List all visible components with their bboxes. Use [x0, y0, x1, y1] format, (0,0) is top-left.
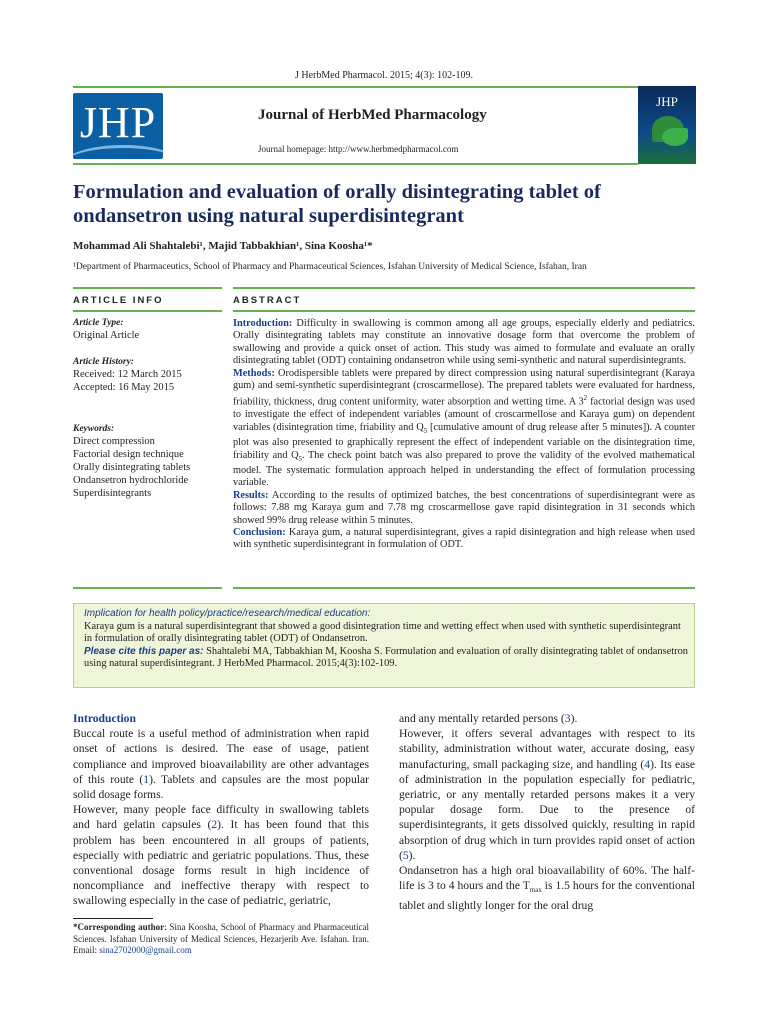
article-type-label: Article Type: [73, 318, 124, 328]
abstract-rule [233, 310, 695, 312]
journal-citation: J HerbMed Pharmacol. 2015; 4(3): 102-109. [294, 70, 474, 81]
abstract-rule [233, 587, 695, 589]
body-column-left [73, 711, 369, 909]
cite-label: Please cite this paper as: [84, 645, 204, 657]
abstract-rule [233, 287, 695, 289]
abstract-results-label: Results: [233, 489, 269, 501]
abstract-intro-label: Introduction: [233, 318, 293, 329]
paragraph-text: Buccal route is a useful method of administration when rapid onset of actions is desired. The ease of usage, patient compliance and improved bioavailability are other advantages of this route ( [73, 727, 369, 786]
reference-link[interactable]: 3 [564, 712, 571, 725]
cover-leaf-icon [662, 128, 688, 146]
email-link[interactable]: sina2702000@gmail.com [99, 945, 192, 956]
reference-link[interactable]: 2 [211, 818, 218, 832]
keyword-item: Orally disintegrating tablets [73, 462, 191, 473]
subscript: 5 [423, 426, 428, 435]
article-info-heading: ARTICLE INFO [73, 295, 164, 306]
header-rule [73, 86, 638, 88]
reference-link[interactable]: 5 [402, 848, 409, 862]
footnote-rule [73, 918, 153, 919]
abstract-intro-text: Difficulty in swallowing is common among all age groups, especially elderly and pediatrics. Orally disintegrating tablets may constitute an innovative dosage form that overcome the problem of swallowing and provide a quick onset of action. This study was aimed to formulate and evaluate an orally disintegrating tablet (ODT) containing ondansetron while using semi-synthetic and natural superdisintegrants. [233, 318, 695, 367]
abstract-methods-text: . The check point batch was also prepared to prove the validity of the evolved mathematical model. The systematic formulation approach helped in understanding the effect of formulation processing variable. [233, 449, 695, 489]
paragraph-text: ). It has been found that this problem has been encountered in all groups of patients, especially with pediatric and geriatric populations. Thus, these conventional dosage forms result in high incidence of noncompliance and ineffective therapy with respect to swallowing especially in the case of pediatric, geriatric, [73, 818, 369, 908]
abstract-heading: ABSTRACT [233, 295, 302, 306]
implication-label: Implication for health policy/practice/research/medical education: [84, 608, 371, 619]
abstract-conclusion-label: Conclusion: [233, 527, 286, 539]
paragraph [399, 726, 695, 863]
footnote [73, 922, 369, 957]
keyword-item: Ondansetron hydrochloride [73, 475, 189, 486]
keyword-item: Factorial design technique [73, 449, 184, 460]
authors: Mohammad Ali Shahtalebi¹, Majid Tabbakhian¹, Sina Koosha¹* [73, 240, 373, 252]
paragraph [73, 726, 369, 802]
article-title: Formulation and evaluation of orally disintegrating tablet of ondansetron using natural superdisintegrant [73, 181, 601, 227]
reference-link[interactable]: 1 [143, 772, 150, 786]
implication-content [84, 608, 688, 671]
paragraph-text: ). Tablets and capsules are the most popular solid dosage forms. [73, 772, 369, 802]
footnote-label: *Corresponding author [73, 922, 165, 932]
subscript: 5 [298, 454, 303, 463]
abstract-methods-text: [cumulative amount of drug release after 5 minutes]). A counter plot was also presented to graphically represent the effect of independent variable on the disintegration time, friability and Q [233, 421, 696, 461]
paragraph [399, 863, 695, 914]
paragraph [73, 802, 369, 908]
journal-homepage-link[interactable]: Journal homepage: http://www.herbmedpharmacol.com [258, 144, 459, 154]
journal-cover-image [638, 86, 696, 164]
paragraph-text: and any mentally retarded persons ( [399, 712, 565, 725]
article-history-label: Article History: [73, 357, 134, 367]
paragraph-text: However, many people face difficulty in swallowing tablets and hard gelatin capsules ( [73, 803, 369, 832]
keyword-item: Superdisintegrants [73, 488, 152, 499]
journal-logo [73, 93, 163, 159]
paragraph [399, 711, 695, 726]
affiliation: ¹Department of Pharmaceutics, School of Pharmacy and Pharmaceutical Sciences, Isfahan University of Medical Science, Isfahan, Iran [73, 262, 587, 272]
paragraph-text: Ondansetron has a high oral bioavailability of 60%. The half-life is 3 to 4 hours and the T [399, 864, 695, 893]
article-info-rule [73, 587, 222, 589]
abstract-results-text: According to the results of optimized batches, the best concentrations of superdisintegrant were as follows: 7.88 mg Karaya gum and 7.78 mg croscarmellose gave rapid disintegration in 31 seconds which showed 99% drug release within 5 minutes. [233, 489, 695, 526]
abstract-conclusion-text: Karaya gum, a natural superdisintegrant, gives a rapid disintegration and high release when used with synthetic superdisintegrant in formulation of ODT. [233, 527, 695, 551]
abstract-body [233, 318, 695, 552]
abstract-methods-label: Methods: [233, 367, 275, 379]
article-info-rule [73, 287, 222, 289]
paragraph-text: is 1.5 hours for the conventional tablet and slightly longer for the oral drug [399, 879, 695, 913]
article-info-rule [73, 310, 222, 312]
reference-link[interactable]: 4 [644, 757, 651, 771]
cite-text: Shahtalebi MA, Tabbakhian M, Koosha S. Formulation and evaluation of orally disintegrating tablet of ondansetron using natural superdisintegrant. J HerbMed Pharmacol. 2015;4(3):102-109. [84, 645, 688, 670]
body-column-right [399, 711, 695, 914]
keywords-label: Keywords: [73, 424, 115, 434]
received-date: Received: 12 March 2015 [73, 369, 182, 380]
implication-text: Karaya gum is a natural superdisintegrant that showed a good disintegration time and wetting effect when used with synthetic superdisintegrant in formulation of orally disintegrating tablet (ODT) of Ondansetron. [84, 620, 681, 645]
abstract-methods-text: Orodispersible tablets were prepared by direct compression using natural superdisintegrant (Karaya gum) and semi-synthetic superdisintegrant (croscarmellose). The prepared tablets were evaluated for hardness, friability, thickness, drug content uniformity, water absorption and wetting time. A 3 [233, 367, 695, 408]
superscript: 2 [583, 394, 588, 403]
accepted-date: Accepted: 16 May 2015 [73, 382, 175, 393]
logo-text: JHP [79, 98, 157, 147]
header-rule-bottom [73, 163, 638, 165]
abstract-methods-text: factorial design was used to investigate the effect of independent variables (amount of croscarmellose and Karaya gum) on dependent variables (disintegration time, friability and Q [233, 396, 695, 433]
journal-name: Journal of HerbMed Pharmacology [258, 107, 487, 123]
section-heading: Introduction [73, 712, 136, 725]
keyword-item: Direct compression [73, 436, 155, 447]
paragraph-text: However, it offers several advantages with respect to its stability, administration without water, accurate dosing, easy manufacturing, small packaging size, and handling ( [399, 727, 695, 771]
paragraph-text: ). [408, 848, 416, 862]
cover-logo: JHP [656, 94, 678, 109]
subscript: max [529, 886, 542, 895]
article-type-value: Original Article [73, 330, 140, 341]
paragraph-text: ). Its ease of administration in the population especially for pediatric, geriatric, or any mentally retarded persons makes it a very popular dosage form. Due to the presence of superdisintegrants, it gets dissolved quickly, resulting in rapid absorption of drug which in turn provides rapid onset of action ( [399, 757, 695, 862]
footnote-text: : Sina Koosha, School of Pharmacy and Pharmaceutical Sciences. Isfahan University of Medical Sciences, Hezarjerib Ave. Isfahan. Iran. Email: [73, 922, 369, 956]
paragraph-text: ). [570, 712, 578, 725]
